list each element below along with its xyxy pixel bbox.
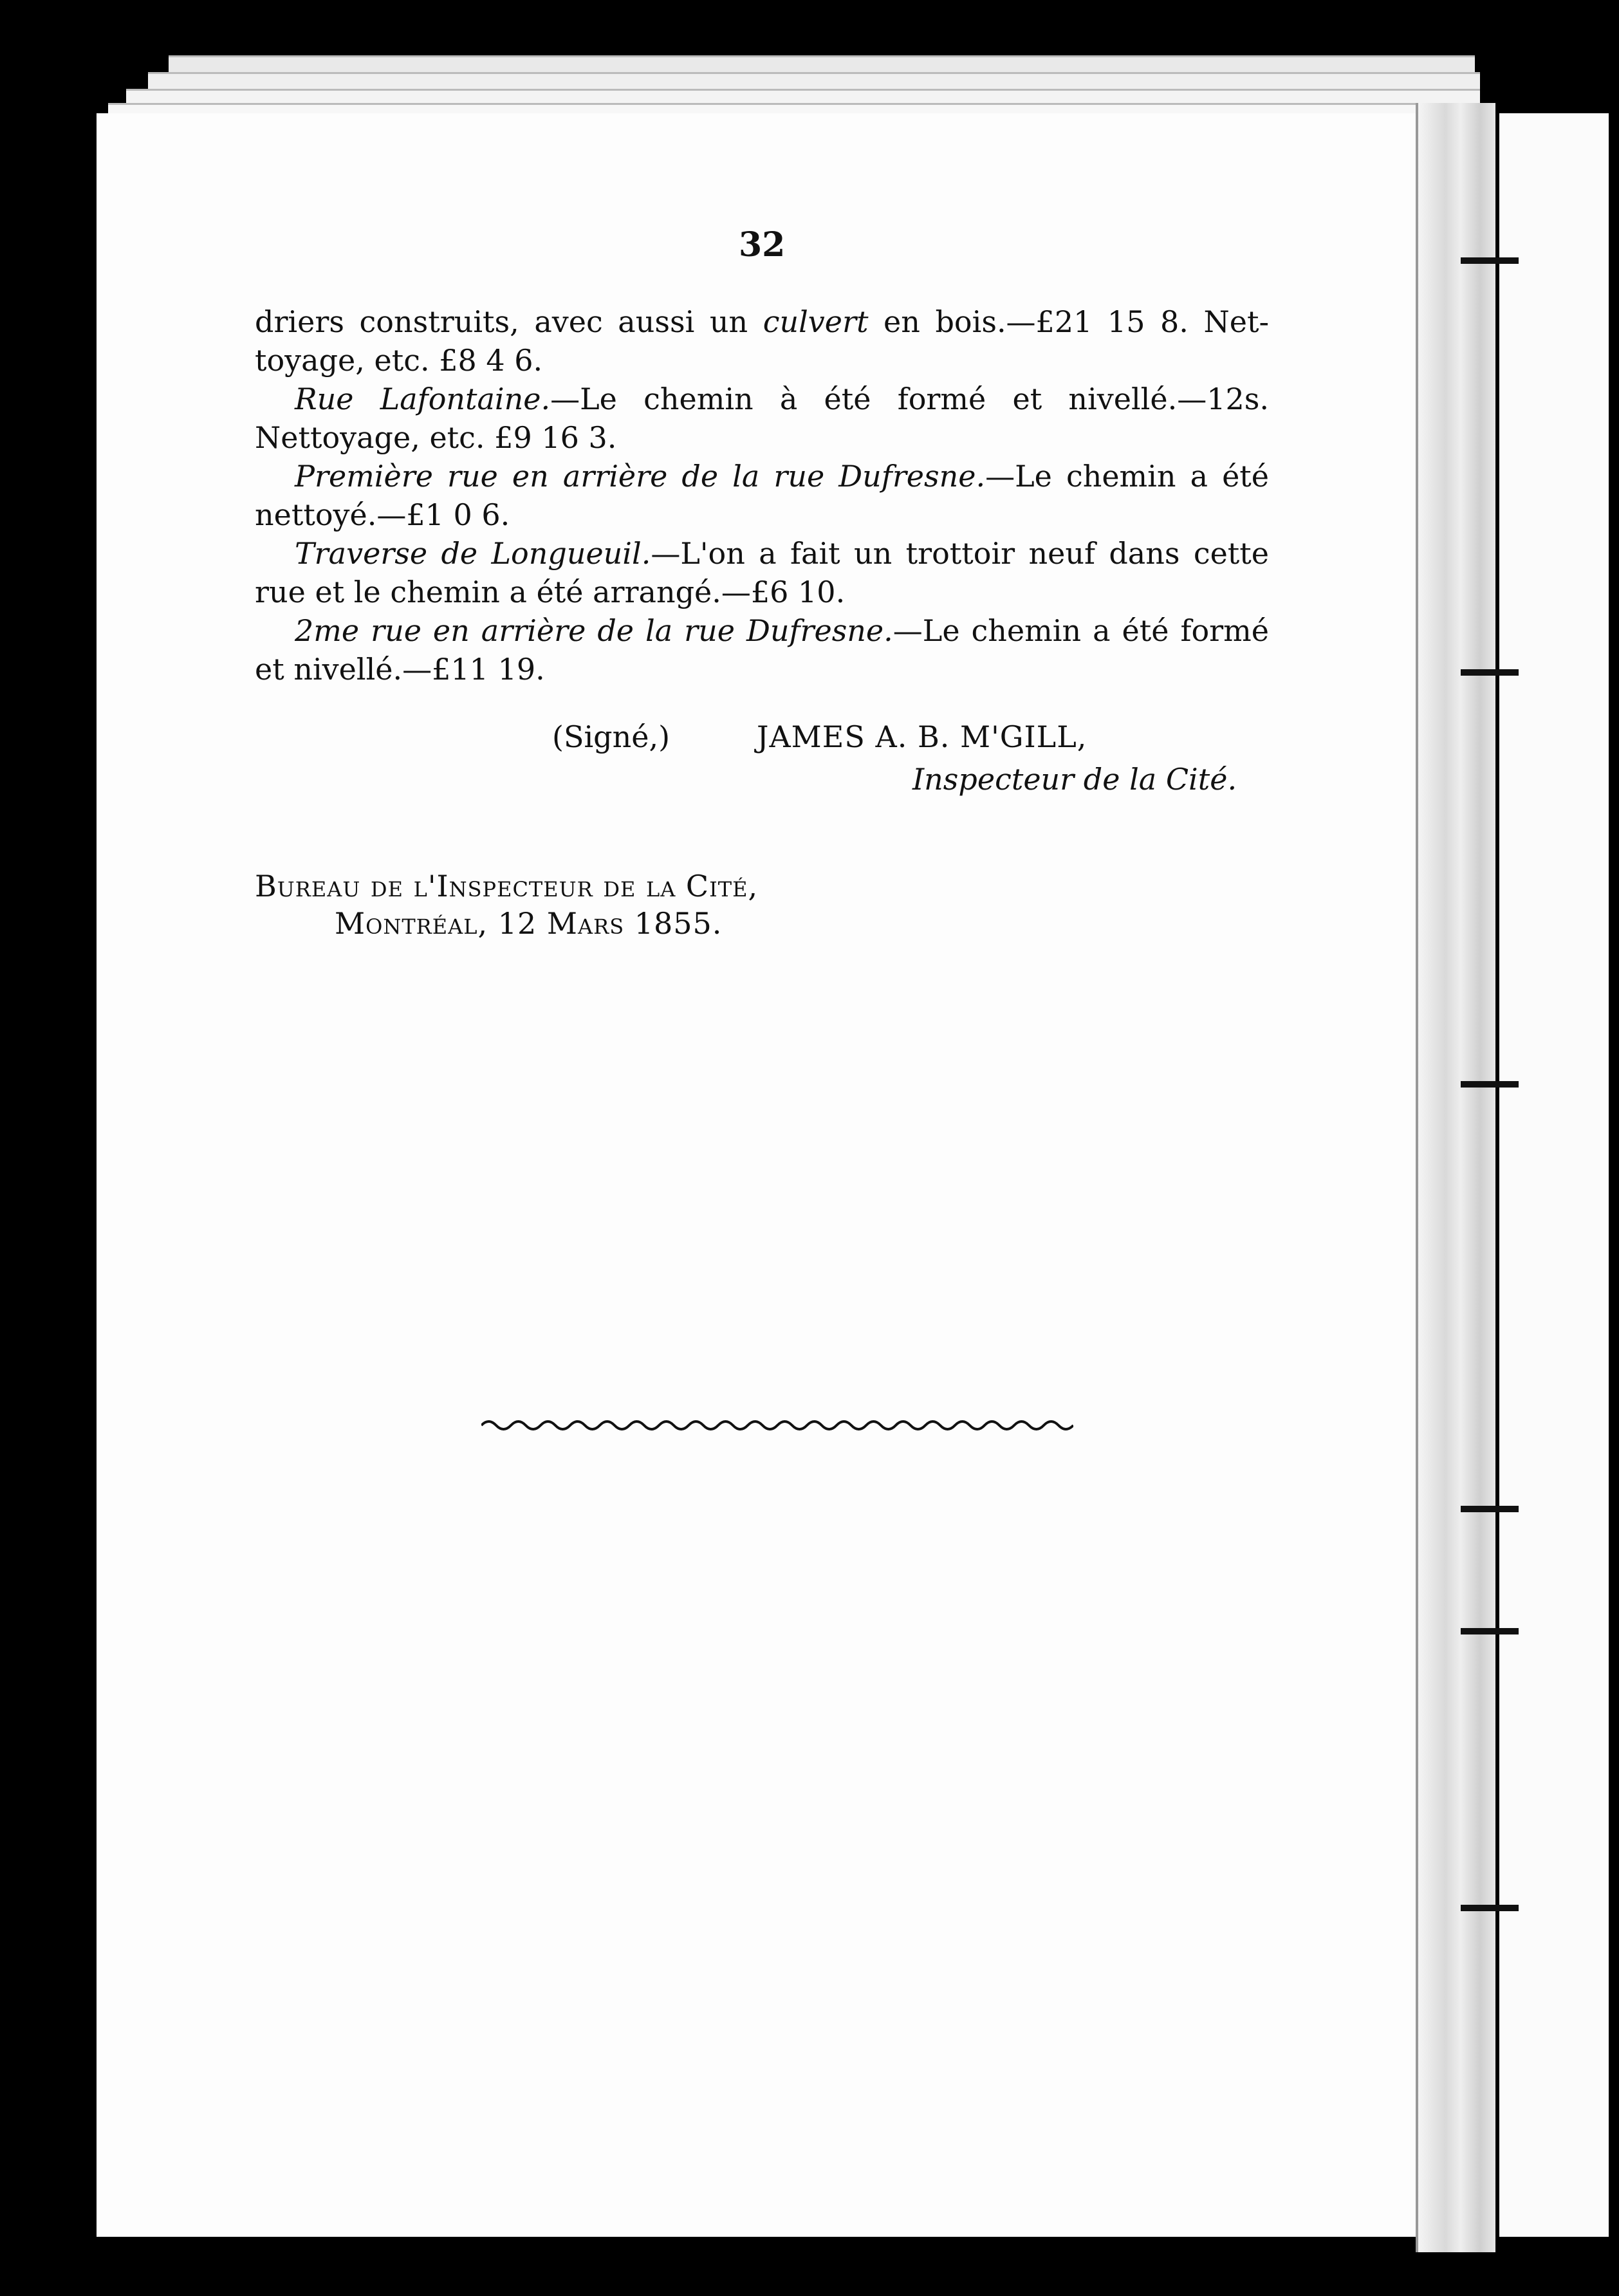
wavy-rule-ornament xyxy=(481,1416,1073,1435)
body-text xyxy=(255,302,1269,689)
text-line: Rue Lafontaine.—Le chemin à été formé et nivellé.—12s. xyxy=(295,382,1270,416)
text-line: Nettoyage, etc. £9 16 3. xyxy=(255,420,617,455)
binding-stitch xyxy=(1461,669,1519,676)
binding-stitch xyxy=(1461,1905,1519,1911)
signatory-title: Inspecteur de la Cité. xyxy=(912,762,1237,797)
place-date: Montréal, 12 Mars 1855. xyxy=(335,906,723,941)
text-line: 2me rue en arrière de la rue Dufresne.—Le chemin a été formé xyxy=(295,613,1270,648)
signatory-name: JAMES A. B. M'GILL, xyxy=(757,719,1087,754)
text-line: nettoyé.—£1 0 6. xyxy=(255,497,510,532)
office-address: Bureau de l'Inspecteur de la Cité, xyxy=(255,869,759,903)
text-line: driers construits, avec aussi un culvert en bois.—£21 15 8. Net- xyxy=(255,304,1270,339)
signature-row xyxy=(552,719,1087,754)
text-line: et nivellé.—£11 19. xyxy=(255,652,545,687)
text-line: rue et le chemin a été arrangé.—£6 10. xyxy=(255,575,846,609)
text-line: Première rue en arrière de la rue Dufresne.—Le chemin a été xyxy=(295,459,1270,494)
signed-label: (Signé,) xyxy=(552,719,671,754)
binding-gutter xyxy=(1416,103,1495,2252)
page-number: 32 xyxy=(739,225,786,264)
binding-stitch xyxy=(1461,1081,1519,1088)
text-line: toyage, etc. £8 4 6. xyxy=(255,343,543,378)
facing-page-edge xyxy=(1499,113,1609,2237)
text-line: Traverse de Longueuil.—L'on a fait un trottoir neuf dans cette xyxy=(295,536,1269,571)
binding-stitch xyxy=(1461,257,1519,264)
binding-stitch xyxy=(1461,1628,1519,1634)
binding-stitch xyxy=(1461,1506,1519,1512)
